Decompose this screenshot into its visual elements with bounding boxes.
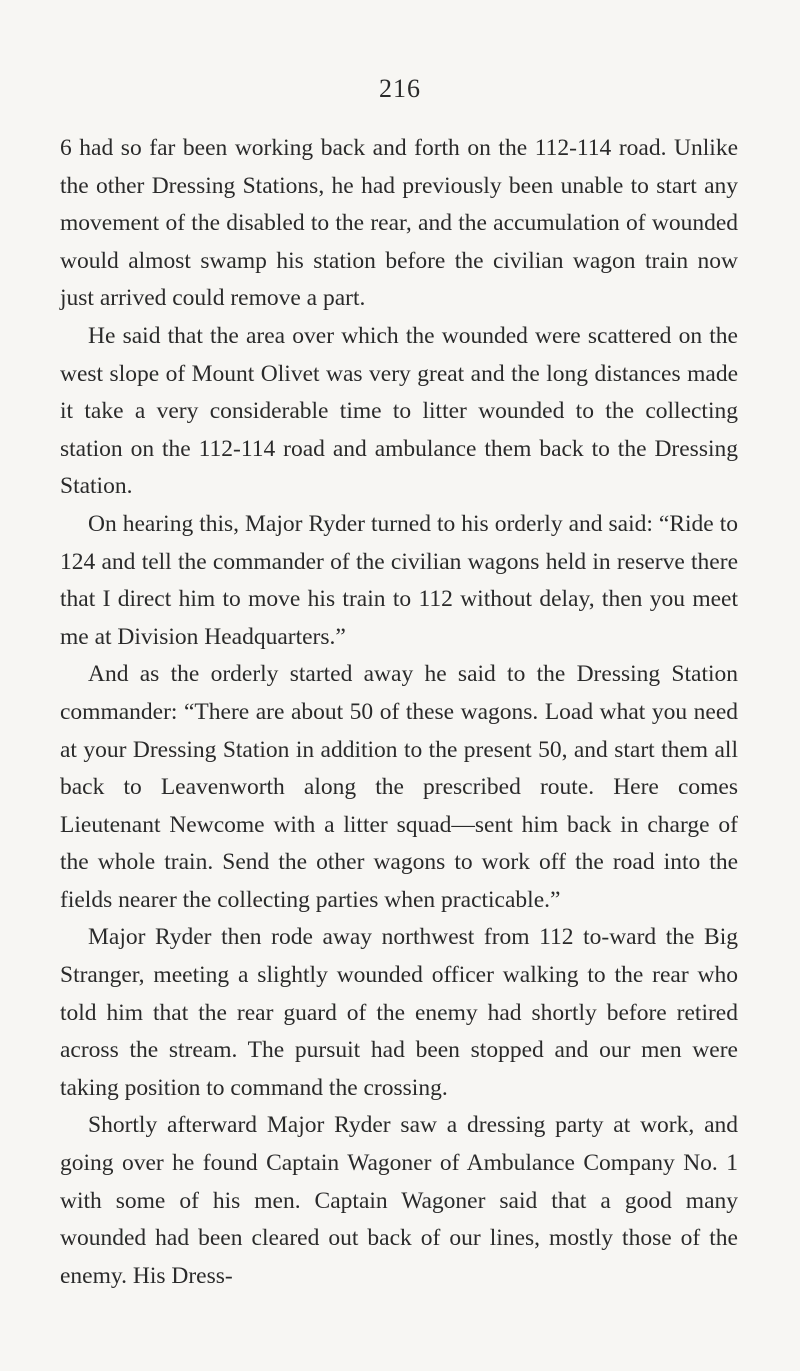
page-number: 216 bbox=[379, 74, 421, 103]
paragraph: 6 had so far been working back and forth on the 112-114 road. Unlike the other Dressing Stations, he had previously been unable to start any movement of the disabled to the rear, and the accumulation of wounded would almost swamp his station before the civilian wagon train now just arrived could remove a part. bbox=[60, 135, 738, 312]
paragraph: And as the orderly started away he said to the Dressing Station commander: “There are about 50 of these wagons. Load what you need at your Dressing Station in addition to the present 50, and start them all back to Leavenworth along the prescribed route. Here comes Lieutenant Newcome with a litter squad—sent him back in charge of the whole train. Send the other wagons to work off the road into the fields nearer the collecting parties when practicable.” bbox=[60, 661, 738, 913]
paragraph: Major Ryder then rode away northwest from 112 to-ward the Big Stranger, meeting a slightly wounded officer walking to the rear who told him that the rear guard of the enemy had shortly before retired across the stream. The pursuit had been stopped and our men were taking position to command the crossing. bbox=[60, 924, 738, 1101]
paragraph: On hearing this, Major Ryder turned to his orderly and said: “Ride to 124 and tell the commander of the civilian wagons held in reserve there that I direct him to move his train to 112 without delay, then you meet me at Division Headquarters.” bbox=[60, 510, 738, 650]
text-body bbox=[60, 130, 738, 1295]
paragraph: Shortly afterward Major Ryder saw a dressing party at work, and going over he found Captain Wagoner of Ambulance Company No. 1 with some of his men. Captain Wagoner said that a good many wounded had been cleared out back of our lines, mostly those of the enemy. His Dress- bbox=[60, 1112, 738, 1289]
paragraph: He said that the area over which the wounded were scattered on the west slope of Mount Olivet was very great and the long distances made it take a very considerable time to litter wounded to the collecting station on the 112-114 road and ambulance them back to the Dressing Station. bbox=[60, 322, 738, 500]
